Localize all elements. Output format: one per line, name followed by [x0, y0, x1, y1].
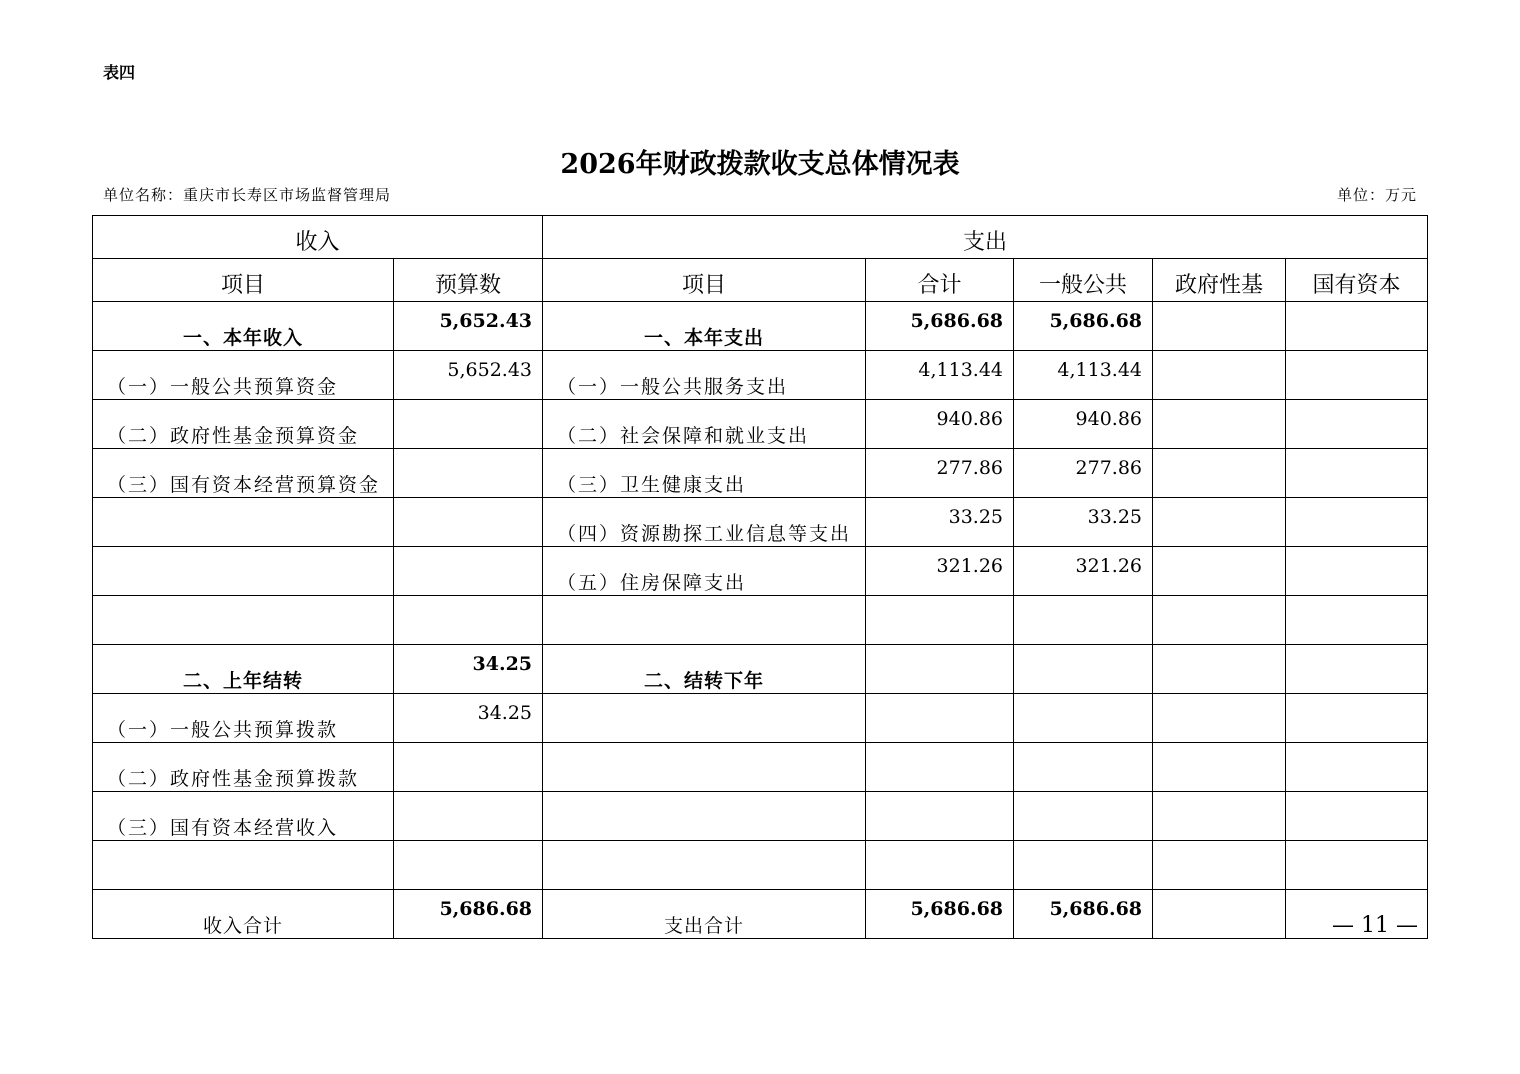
total-cell: 321.26 — [866, 547, 1014, 596]
table-row — [93, 400, 1428, 449]
gov-fund-cell — [1153, 890, 1286, 939]
expense-item-cell: （三）卫生健康支出 — [543, 449, 866, 498]
state-capital-cell — [1286, 645, 1428, 694]
general-public-cell — [1014, 743, 1153, 792]
table-row — [93, 645, 1428, 694]
table-row — [93, 743, 1428, 792]
income-budget-cell — [394, 400, 543, 449]
gov-fund-cell — [1153, 743, 1286, 792]
table-row — [93, 792, 1428, 841]
income-budget-cell — [394, 743, 543, 792]
state-capital-cell — [1286, 547, 1428, 596]
income-budget-cell — [394, 596, 543, 645]
income-item-cell: （一）一般公共预算拨款 — [93, 694, 394, 743]
unit-name: 单位名称：重庆市长寿区市场监督管理局 — [103, 186, 392, 204]
total-cell — [866, 792, 1014, 841]
income-budget-cell — [394, 449, 543, 498]
income-budget-cell — [394, 841, 543, 890]
expense-header: 支出 — [543, 216, 1428, 259]
state-capital-header: 国有资本 — [1286, 259, 1428, 302]
total-header: 合计 — [866, 259, 1014, 302]
total-cell: 940.86 — [866, 400, 1014, 449]
table-row — [93, 841, 1428, 890]
expense-item-cell: （二）社会保障和就业支出 — [543, 400, 866, 449]
gov-fund-header: 政府性基 — [1153, 259, 1286, 302]
income-item-cell — [93, 841, 394, 890]
state-capital-cell — [1286, 841, 1428, 890]
table-row — [93, 498, 1428, 547]
gov-fund-cell — [1153, 547, 1286, 596]
header-row-columns — [93, 259, 1428, 302]
expense-item-cell: （五）住房保障支出 — [543, 547, 866, 596]
income-item-cell: 一、本年收入 — [93, 302, 394, 351]
total-cell — [866, 694, 1014, 743]
general-public-cell: 321.26 — [1014, 547, 1153, 596]
table-row — [93, 547, 1428, 596]
gov-fund-cell — [1153, 400, 1286, 449]
table-row — [93, 890, 1428, 939]
expense-item-cell: 一、本年支出 — [543, 302, 866, 351]
state-capital-cell — [1286, 792, 1428, 841]
expense-item-cell — [543, 792, 866, 841]
income-budget-cell: 5,652.43 — [394, 351, 543, 400]
income-budget-cell — [394, 498, 543, 547]
expense-item-header: 项目 — [543, 259, 866, 302]
income-item-cell: （三）国有资本经营预算资金 — [93, 449, 394, 498]
gov-fund-cell — [1153, 351, 1286, 400]
total-cell: 5,686.68 — [866, 302, 1014, 351]
state-capital-cell — [1286, 498, 1428, 547]
state-capital-cell — [1286, 596, 1428, 645]
general-public-cell: 5,686.68 — [1014, 890, 1153, 939]
gov-fund-cell — [1153, 596, 1286, 645]
expense-item-cell — [543, 743, 866, 792]
income-budget-cell: 5,686.68 — [394, 890, 543, 939]
state-capital-cell — [1286, 694, 1428, 743]
expense-item-cell: （四）资源勘探工业信息等支出 — [543, 498, 866, 547]
total-cell: 277.86 — [866, 449, 1014, 498]
gov-fund-cell — [1153, 841, 1286, 890]
state-capital-cell — [1286, 400, 1428, 449]
header-row-top — [93, 216, 1428, 259]
general-public-cell — [1014, 841, 1153, 890]
income-item-cell: （一）一般公共预算资金 — [93, 351, 394, 400]
table-row — [93, 302, 1428, 351]
page-number: — 11 — — [1332, 913, 1418, 938]
total-cell: 4,113.44 — [866, 351, 1014, 400]
table-row — [93, 351, 1428, 400]
total-cell — [866, 841, 1014, 890]
total-cell: 5,686.68 — [866, 890, 1014, 939]
unit-label: 单位：万元 — [1336, 186, 1417, 204]
income-item-cell: 收入合计 — [93, 890, 394, 939]
general-public-cell: 33.25 — [1014, 498, 1153, 547]
income-item-header: 项目 — [93, 259, 394, 302]
income-item-cell: （三）国有资本经营收入 — [93, 792, 394, 841]
general-public-cell: 4,113.44 — [1014, 351, 1153, 400]
expense-item-cell: 支出合计 — [543, 890, 866, 939]
page-title: 2026年财政拨款收支总体情况表 — [560, 149, 960, 180]
expense-item-cell — [543, 596, 866, 645]
income-item-cell: （二）政府性基金预算拨款 — [93, 743, 394, 792]
gov-fund-cell — [1153, 694, 1286, 743]
general-public-cell: 5,686.68 — [1014, 302, 1153, 351]
total-cell — [866, 596, 1014, 645]
income-item-cell — [93, 596, 394, 645]
general-public-cell: 277.86 — [1014, 449, 1153, 498]
income-budget-cell: 5,652.43 — [394, 302, 543, 351]
table-row — [93, 694, 1428, 743]
expense-item-cell — [543, 694, 866, 743]
gov-fund-cell — [1153, 449, 1286, 498]
total-cell — [866, 743, 1014, 792]
income-item-cell: （二）政府性基金预算资金 — [93, 400, 394, 449]
income-item-cell — [93, 498, 394, 547]
gov-fund-cell — [1153, 302, 1286, 351]
gov-fund-cell — [1153, 792, 1286, 841]
gov-fund-cell — [1153, 645, 1286, 694]
gov-fund-cell — [1153, 498, 1286, 547]
income-budget-cell: 34.25 — [394, 645, 543, 694]
table-label: 表四 — [103, 63, 136, 82]
general-public-cell — [1014, 645, 1153, 694]
general-public-cell — [1014, 694, 1153, 743]
total-cell: 33.25 — [866, 498, 1014, 547]
expense-item-cell: （一）一般公共服务支出 — [543, 351, 866, 400]
expense-item-cell: 二、结转下年 — [543, 645, 866, 694]
income-budget-cell — [394, 792, 543, 841]
general-public-cell — [1014, 596, 1153, 645]
general-public-cell — [1014, 792, 1153, 841]
table-body — [93, 302, 1428, 939]
state-capital-cell — [1286, 449, 1428, 498]
income-header: 收入 — [93, 216, 543, 259]
income-budget-header: 预算数 — [394, 259, 543, 302]
state-capital-cell — [1286, 302, 1428, 351]
income-item-cell: 二、上年结转 — [93, 645, 394, 694]
table-row — [93, 449, 1428, 498]
budget-table — [92, 215, 1428, 939]
general-public-header: 一般公共 — [1014, 259, 1153, 302]
general-public-cell: 940.86 — [1014, 400, 1153, 449]
expense-item-cell — [543, 841, 866, 890]
state-capital-cell — [1286, 351, 1428, 400]
table-row — [93, 596, 1428, 645]
income-budget-cell: 34.25 — [394, 694, 543, 743]
income-budget-cell — [394, 547, 543, 596]
state-capital-cell — [1286, 743, 1428, 792]
total-cell — [866, 645, 1014, 694]
income-item-cell — [93, 547, 394, 596]
